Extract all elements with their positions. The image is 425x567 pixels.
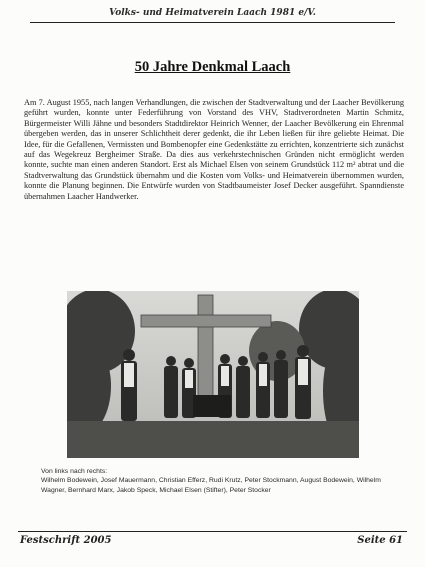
photo-ground <box>67 421 359 458</box>
header-rule <box>30 22 395 23</box>
page-number: Seite 61 <box>357 535 403 546</box>
article-body: Am 7. August 1955, nach langen Verhandlungen, die zwischen der Stadtverwaltung und der Laacher Bevölkerung geführt wurden, konnte unter Federführung von Vorstand des VHV, Stadtverordneten Martin Schmitz, Bürgermeister Willi Jähne und besonders Stadtdirektor Heinrich Wenner, der Laacher Bevölkerung ein Ehrenmal übergeben werden, das in unserer Schlichtheit derer gedenkt, die ihr Leben ließen für ihre geliebte Heimat. Die Idee, für die Gefallenen, Vermissten und Bombenopfer eine Gedenkstätte zu errichten, konzentrierte sich zunächst auf das Wegekreuz Bergheimer Straße. Da dies aus verkehrstechnischen Gründen nicht ermöglicht werden konnte, suchte man einen anderen Standort. Erst als Michael Elsen von seinem Grundstück 112 m² abtrat und die Stadtverwaltung das Grundstück übernahm und die Kosten vom Volks- und Heimatverein übernommen wurden, konnte die Planung beginnen. Die Entwürfe wurden von Stadtbaumeister Josef Decker ausgeführt. Spanndienste übernahmen Laacher Handwerker. <box>24 98 404 201</box>
memorial-group-photo <box>67 291 359 458</box>
photo-illustration <box>67 291 359 458</box>
footer-publication: Festschrift 2005 <box>20 535 112 546</box>
running-header: Volks- und Heimatverein Laach 1981 e/V. <box>109 8 316 18</box>
caption-intro: Von links nach rechts: <box>41 468 108 475</box>
footer-rule <box>18 531 407 532</box>
article-title: 50 Jahre Denkmal Laach <box>134 59 291 75</box>
photo-caption <box>41 467 386 495</box>
photo-memorial-plaque <box>193 395 231 417</box>
caption-names: Wilhelm Bodewein, Josef Mauermann, Christian Efferz, Rudi Krutz, Peter Stockmann, August Bodewein, Wilhelm Wagner, Bernhard Marx, Jakob Speck, Michael Elsen (Stifter), Peter Stocker <box>41 477 381 494</box>
